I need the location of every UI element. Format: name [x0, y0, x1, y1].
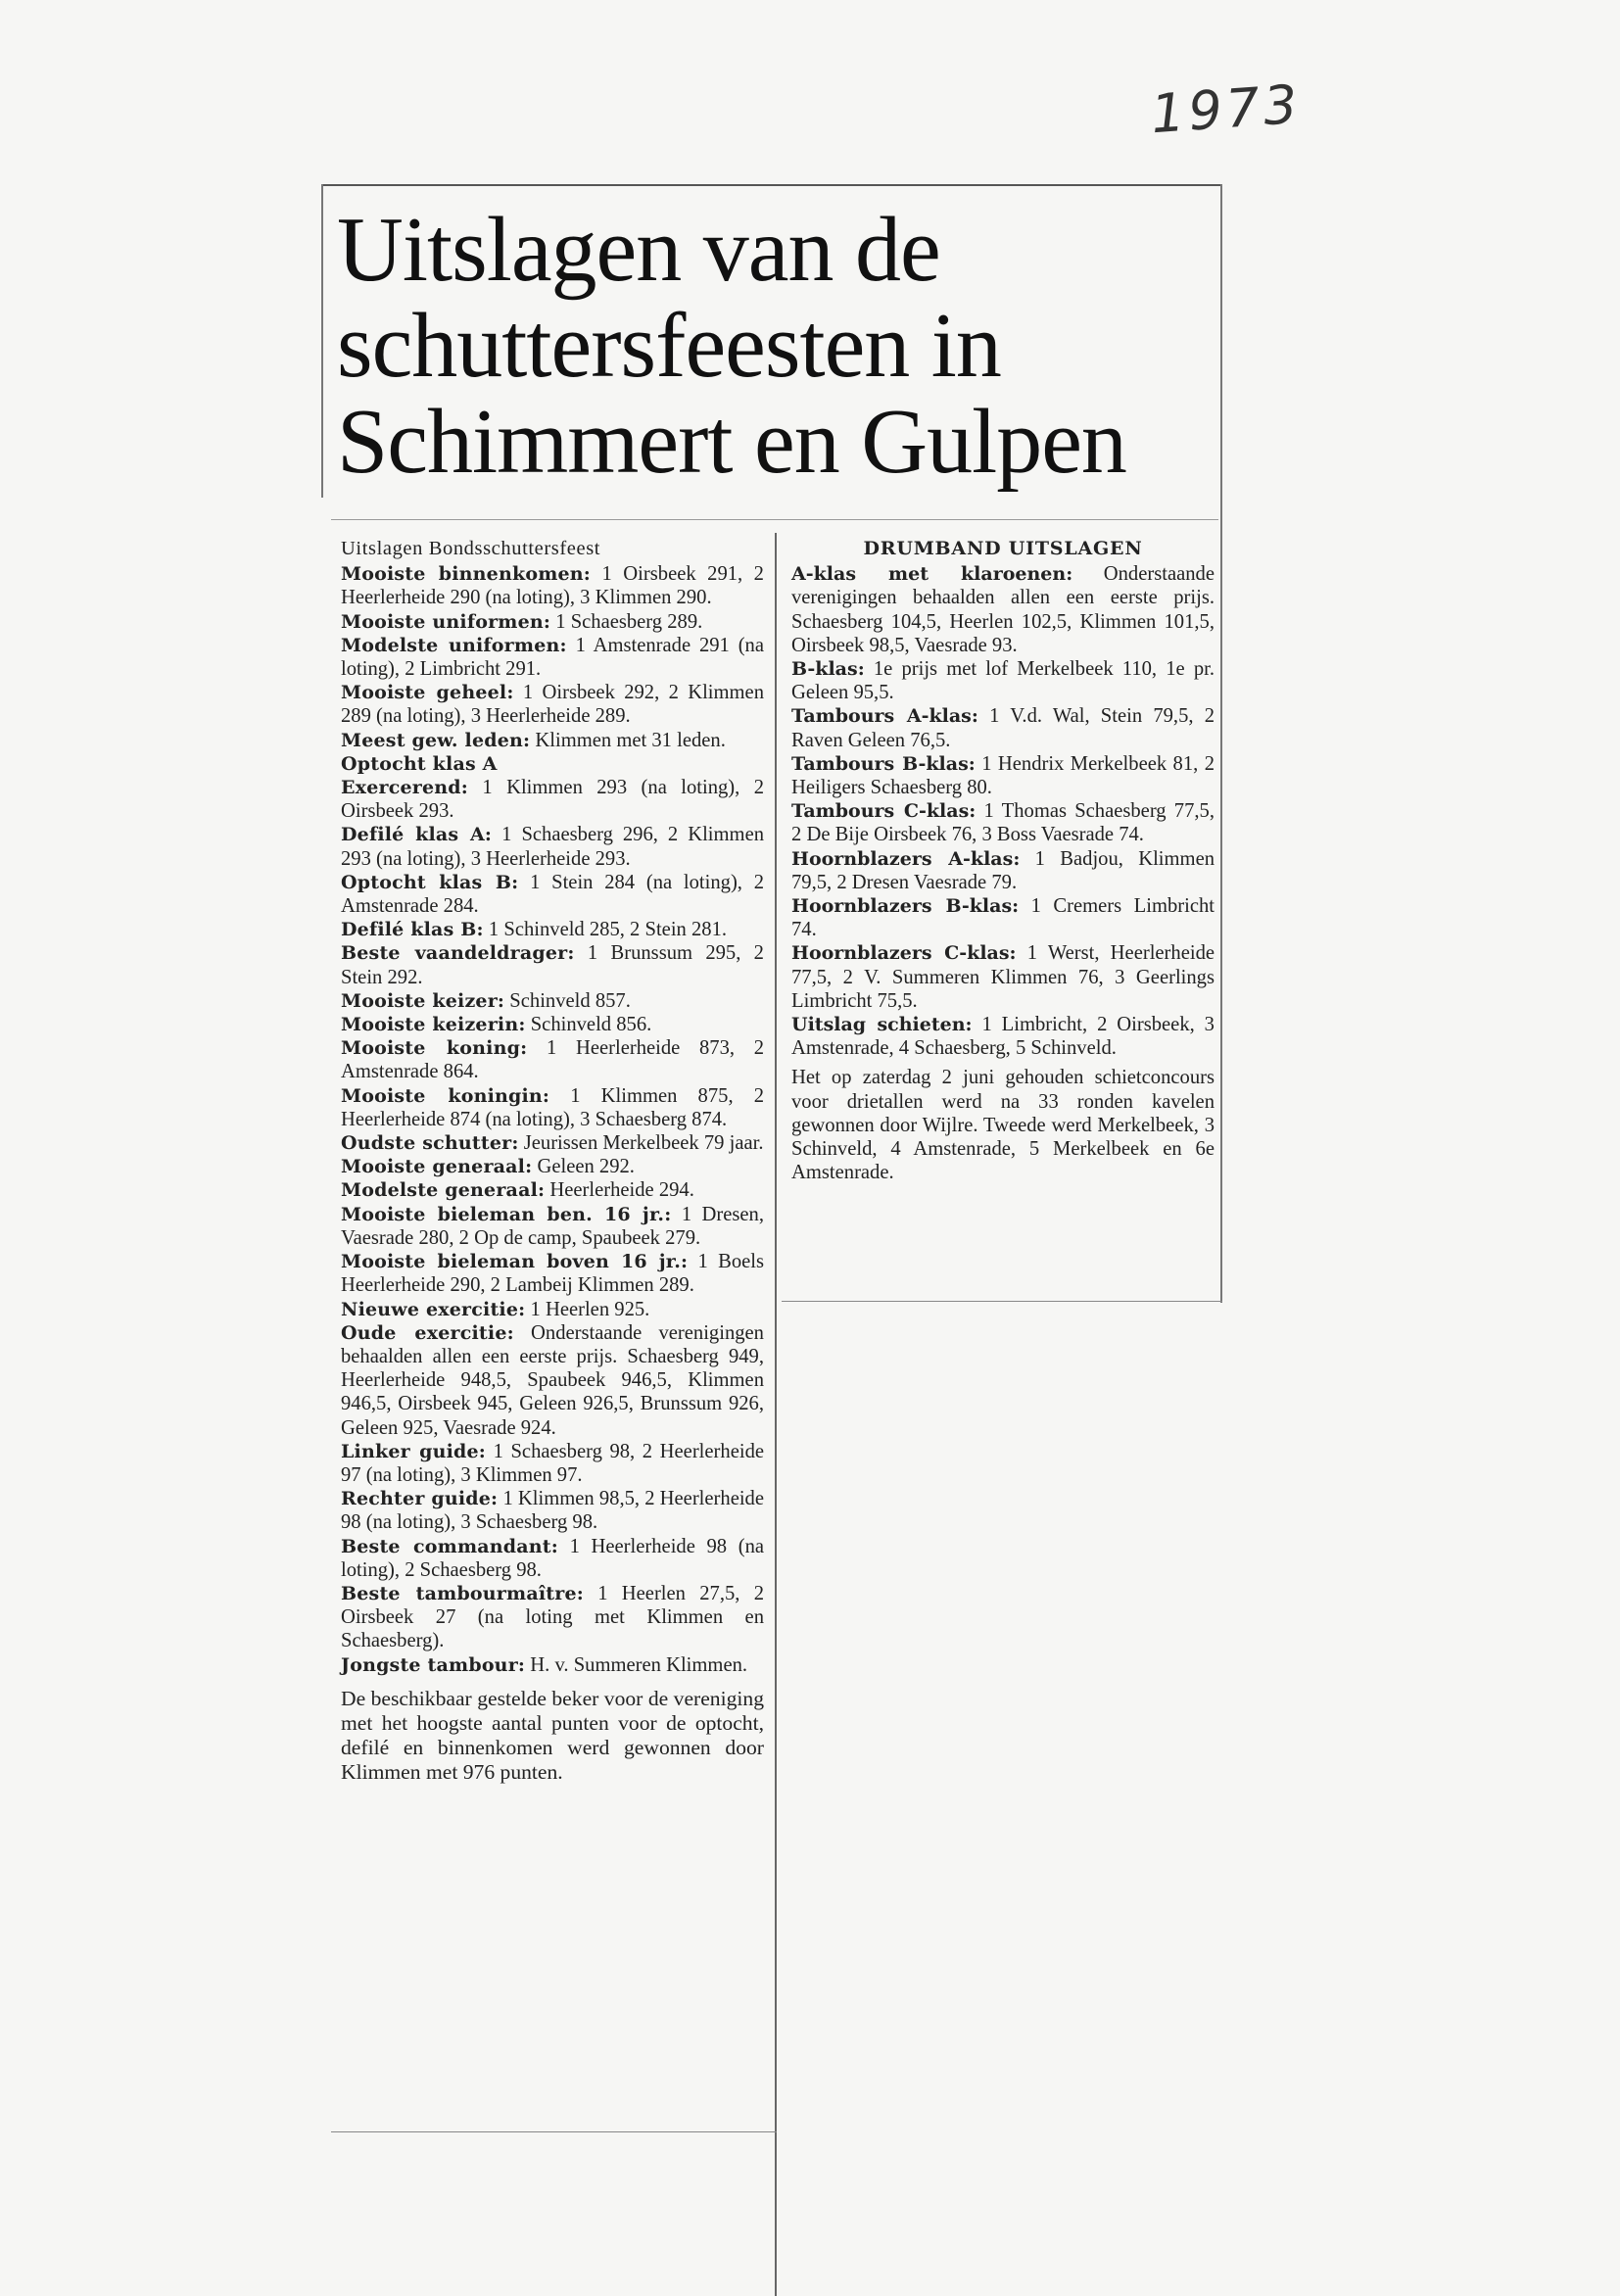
entry-text: 1 V.d. Wal, Stein 79,5, 2 Raven Geleen 76,5. — [791, 705, 1215, 751]
result-entry — [341, 1131, 764, 1155]
drumband-heading: DRUMBAND UITSLAGEN — [863, 538, 1143, 559]
entry-text: Onderstaande verenigingen behaalden allen een eerste prijs. Schaesberg 949, Heerlerheide 948,5, Spaubeek 946,5, Klimmen 946,5, Oirsbeek 945, Geleen 926,5, Brunssum 926, Geleen 925, Vaesrade 924. — [341, 1321, 764, 1439]
result-entry — [341, 1487, 764, 1534]
entry-text: Onderstaande verenigingen behaalden allen een eerste prijs. Schaesberg 104,5, Heerlen 102,5, Klimmen 101,5, Oirsbeek 98,5, Vaesrade 93. — [791, 563, 1215, 656]
result-entry — [341, 1535, 764, 1582]
result-entry — [791, 894, 1215, 941]
entry-label: Modelste generaal: — [341, 1179, 546, 1202]
top-rule — [321, 184, 1220, 186]
entry-text: 1 Amstenrade 291 (na loting), 2 Limbricht 291. — [341, 634, 764, 681]
column-divider — [775, 533, 777, 2296]
entry-label: Oude exercitie: — [341, 1321, 514, 1344]
entry-text: Schinveld 857. — [504, 989, 631, 1012]
entry-label: Beste tambourmaître: — [341, 1582, 584, 1604]
entry-text: 1 Klimmen 293 (na loting), 2 Oirsbeek 293. — [341, 777, 764, 823]
entry-label: Beste vaandeldrager: — [341, 942, 575, 965]
entry-label: Jongste tambour: — [341, 1653, 526, 1676]
entry-text: 1 Limbricht, 2 Oirsbeek, 3 Amstenrade, 4 Schaesberg, 5 Schinveld. — [791, 1014, 1215, 1060]
result-entry — [341, 610, 764, 634]
entry-label: Rechter guide: — [341, 1488, 499, 1510]
entry-label: Defilé klas A: — [341, 824, 493, 846]
result-entry — [791, 657, 1215, 704]
entry-label: Tambours C-klas: — [791, 800, 977, 823]
result-entry — [341, 681, 764, 728]
left-column — [341, 537, 764, 1785]
entry-text: 1 Heerlerheide 873, 2 Amstenrade 864. — [341, 1037, 764, 1083]
entry-label: Optocht klas B: — [341, 871, 519, 893]
entry-text: 1 Heerlerheide 98 (na loting), 2 Schaesberg 98. — [341, 1535, 765, 1581]
entry-label: Mooiste uniformen: — [341, 610, 551, 633]
right-column — [791, 537, 1215, 1184]
entry-text: 1 Klimmen 98,5, 2 Heerlerheide 98 (na loting), 3 Schaesberg 98. — [341, 1488, 764, 1534]
entry-text: Heerlerheide 294. — [545, 1179, 694, 1202]
result-entry — [791, 1013, 1215, 1060]
entry-label: Mooiste koning: — [341, 1037, 528, 1060]
entry-text: 1 Klimmen 875, 2 Heerlerheide 874 (na loting), 3 Schaesberg 874. — [341, 1084, 764, 1130]
entry-label: Tambours A-klas: — [791, 705, 978, 728]
entry-text: Geleen 292. — [532, 1156, 635, 1178]
left-edge — [321, 184, 323, 498]
entry-text: 1 Cremers Limbricht 74. — [791, 895, 1215, 941]
entry-label: Defilé klas B: — [341, 919, 484, 941]
entry-text: 1 Oirsbeek 292, 2 Klimmen 289 (na loting), 3 Heerlerheide 289. — [341, 682, 764, 728]
entry-text: 1 Oirsbeek 291, 2 Heerlerheide 290 (na loting), 3 Klimmen 290. — [341, 563, 764, 609]
result-entry — [341, 941, 764, 988]
right-column-bottom-rule — [782, 1301, 1222, 1302]
entry-text: 1 Schaesberg 289. — [550, 610, 703, 633]
entry-text: Jeurissen Merkelbeek 79 jaar. — [518, 1132, 764, 1155]
result-entry — [791, 799, 1215, 846]
entry-text: 1 Boels Heerlerheide 290, 2 Lambeij Klimmen 289. — [341, 1251, 764, 1297]
entry-label: Modelste uniformen: — [341, 634, 567, 656]
entry-label: Mooiste bieleman ben. 16 jr.: — [341, 1203, 672, 1225]
entry-text: 1 Heerlen 925. — [525, 1298, 650, 1320]
result-entry — [341, 1203, 764, 1250]
entry-text: 1 Heerlen 27,5, 2 Oirsbeek 27 (na loting met Klimmen en Schaesberg). — [341, 1582, 764, 1652]
entry-text: 1e prijs met lof Merkelbeek 110, 1e pr. Geleen 95,5. — [791, 658, 1215, 704]
result-entry — [341, 1084, 764, 1131]
entry-label: Hoornblazers C-klas: — [791, 942, 1017, 965]
result-entry — [341, 1250, 764, 1297]
result-entry — [341, 823, 764, 870]
headline-line-2: schuttersfeesten in — [337, 295, 1001, 397]
entry-label: Nieuwe exercitie: — [341, 1298, 526, 1320]
result-entry — [341, 989, 764, 1013]
entry-label: Mooiste keizer: — [341, 989, 505, 1012]
result-entry — [791, 562, 1215, 657]
entry-label: Exercerend: — [341, 777, 468, 799]
entry-label: Beste commandant: — [341, 1535, 558, 1557]
entry-text: Schinveld 856. — [525, 1014, 652, 1036]
entry-label: Uitslag schieten: — [791, 1014, 973, 1036]
result-entry — [341, 1653, 764, 1677]
result-entry — [341, 1013, 764, 1036]
result-entry — [341, 871, 764, 918]
entry-text: H. v. Summeren Klimmen. — [525, 1653, 748, 1676]
handwritten-year: 1973 — [1148, 72, 1304, 146]
entry-text: 1 Hendrix Merkelbeek 81, 2 Heiligers Schaesberg 80. — [791, 752, 1215, 799]
headline-line-1: Uitslagen van de — [337, 199, 940, 301]
result-entry — [341, 752, 764, 776]
entry-text: 1 Brunssum 295, 2 Stein 292. — [341, 942, 764, 988]
entry-label: Linker guide: — [341, 1440, 487, 1462]
result-entry — [341, 1298, 764, 1321]
entry-label: A-klas met klaroenen: — [791, 563, 1073, 586]
result-entry — [341, 1178, 764, 1202]
result-entry — [791, 752, 1215, 799]
result-entry — [341, 1155, 764, 1178]
entry-label: Mooiste keizerin: — [341, 1014, 526, 1036]
result-entry — [791, 941, 1215, 1013]
entry-text: 1 Schaesberg 98, 2 Heerlerheide 97 (na loting), 3 Klimmen 97. — [341, 1440, 765, 1486]
right-edge — [1220, 184, 1222, 1303]
entry-label: Mooiste geheel: — [341, 682, 514, 704]
result-entry — [341, 918, 764, 941]
entry-label: Mooiste binnenkomen: — [341, 563, 592, 586]
section-kicker: Uitslagen Bondsschuttersfeest — [341, 538, 601, 559]
entry-label: Hoornblazers B-klas: — [791, 895, 1020, 918]
entry-label: Tambours B-klas: — [791, 752, 976, 775]
entry-text: 1 Werst, Heerlerheide 77,5, 2 V. Summeren Klimmen 76, 3 Geerlings Limbricht 75,5. — [791, 942, 1215, 1012]
entry-label: Meest gew. leden: — [341, 729, 531, 751]
result-entry — [341, 562, 764, 609]
result-entry — [341, 1582, 764, 1653]
closing-paragraph: De beschikbaar gestelde beker voor de vereniging met het hoogste aantal punten voor de optocht, defilé en binnenkomen werd gewonnen door Klimmen met 976 punten. — [341, 1686, 764, 1784]
headline — [337, 199, 1218, 493]
entry-text: 1 Thomas Schaesberg 77,5, 2 De Bije Oirsbeek 76, 3 Boss Vaesrade 74. — [791, 800, 1215, 846]
entry-text: 1 Stein 284 (na loting), 2 Amstenrade 284. — [341, 871, 764, 918]
bottom-rule — [331, 2131, 777, 2132]
entry-label: Mooiste koningin: — [341, 1084, 550, 1107]
result-entry — [341, 1440, 764, 1487]
result-entry — [341, 634, 764, 681]
entry-text: Klimmen met 31 leden. — [530, 729, 726, 751]
result-entry — [791, 704, 1215, 751]
closing-paragraph: Het op zaterdag 2 juni gehouden schietconcours voor drietallen werd na 33 ronden kavelen gewonnen door Wijlre. Tweede werd Merkelbeek, 3 Schinveld, 4 Amstenrade, 5 Merkelbeek en 6e Amstenrade. — [791, 1067, 1215, 1184]
entry-text: 1 Schinveld 285, 2 Stein 281. — [483, 919, 728, 941]
entry-text: 1 Schaesberg 296, 2 Klimmen 293 (na loting), 3 Heerlerheide 293. — [341, 824, 765, 870]
newspaper-clipping — [321, 184, 1224, 2135]
entry-label: Mooiste bieleman boven 16 jr.: — [341, 1251, 689, 1273]
entry-label: Hoornblazers A-klas: — [791, 847, 1021, 870]
result-entry — [341, 729, 764, 752]
result-entry — [341, 1321, 764, 1440]
result-entry — [791, 847, 1215, 894]
result-entry — [341, 1036, 764, 1083]
result-entry — [341, 776, 764, 823]
entry-label: Mooiste generaal: — [341, 1156, 533, 1178]
entry-text: 1 Dresen, Vaesrade 280, 2 Op de camp, Spaubeek 279. — [341, 1203, 764, 1249]
entry-text: 1 Badjou, Klimmen 79,5, 2 Dresen Vaesrade 79. — [791, 847, 1215, 893]
headline-rule — [331, 519, 1218, 520]
entry-label: B-klas: — [791, 658, 865, 681]
entry-label: Oudste schutter: — [341, 1132, 519, 1155]
headline-line-3: Schimmert en Gulpen — [337, 391, 1126, 493]
entry-label: Optocht klas A — [341, 752, 498, 775]
